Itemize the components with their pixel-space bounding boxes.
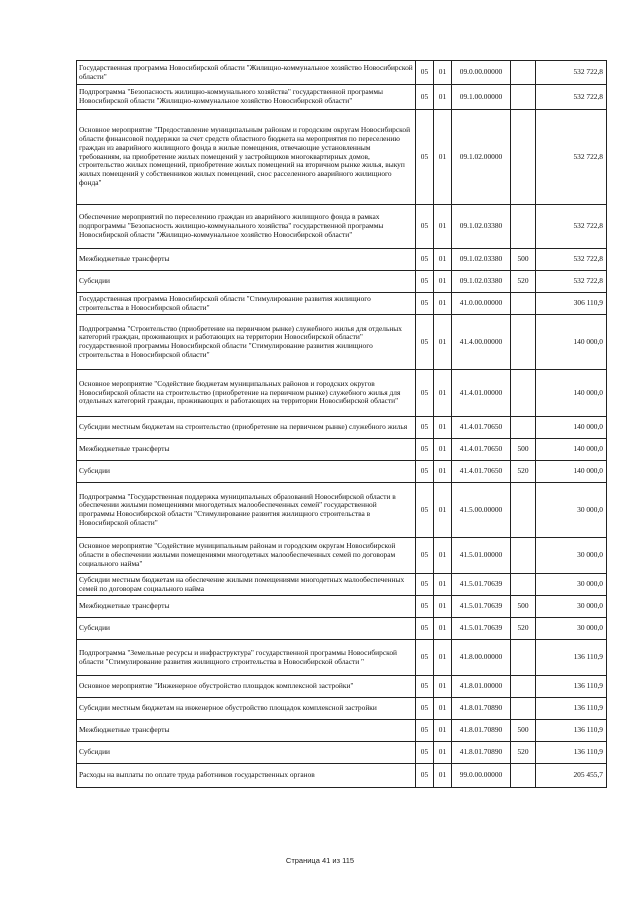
row-name: Подпрограмма "Государственная поддержка муниципальных образований Новосибирской области в обеспечении жилыми помещениями многодетных малообеспеченных семей" государственной программы Новосибирской области "Стимулирование развития жилищного строительства в Новосибирской области" [77, 483, 416, 538]
row-subsection-code: 01 [434, 271, 452, 293]
row-name: Подпрограмма "Строительство (приобретение на первичном рынке) служебного жилья для отдельных категорий граждан, проживающих и работающих на территории Новосибирской области" государственной программы Новосибирской области "Стимулирование развития жилищного строительства в Новосибирской области" [77, 315, 416, 370]
row-section-code: 05 [416, 249, 434, 271]
table-row [77, 618, 607, 640]
row-target-code: 41.5.01.70639 [452, 574, 511, 596]
row-subsection-code: 01 [434, 483, 452, 538]
row-expense-type-code [511, 417, 536, 439]
row-expense-type-code: 520 [511, 742, 536, 764]
row-name: Государственная программа Новосибирской области "Жилищно-коммунальное хозяйство Новосибирской области" [77, 61, 416, 85]
row-section-code: 05 [416, 85, 434, 110]
row-section-code: 05 [416, 205, 434, 249]
page-number: Страница 41 из 115 [285, 856, 355, 865]
row-amount: 136 110,9 [536, 640, 607, 676]
table-row [77, 742, 607, 764]
row-target-code: 41.4.01.70650 [452, 461, 511, 483]
row-subsection-code: 01 [434, 596, 452, 618]
row-target-code: 41.4.01.70650 [452, 439, 511, 461]
row-section-code: 05 [416, 676, 434, 698]
row-name: Подпрограмма "Безопасность жилищно-коммунального хозяйства" государственной программы Новосибирской области "Жилищно-коммунальное хозяйство Новосибирской области" [77, 85, 416, 110]
table-row [77, 205, 607, 249]
table-row [77, 640, 607, 676]
row-target-code: 09.1.02.03380 [452, 249, 511, 271]
row-subsection-code: 01 [434, 417, 452, 439]
row-amount: 136 110,9 [536, 698, 607, 720]
row-amount: 140 000,0 [536, 461, 607, 483]
row-amount: 532 722,8 [536, 271, 607, 293]
row-target-code: 41.0.00.00000 [452, 293, 511, 315]
row-expense-type-code [511, 315, 536, 370]
row-amount: 136 110,9 [536, 720, 607, 742]
row-subsection-code: 01 [434, 249, 452, 271]
row-section-code: 05 [416, 764, 434, 788]
table-row [77, 439, 607, 461]
row-name: Межбюджетные трансферты [77, 249, 416, 271]
table-row [77, 676, 607, 698]
row-target-code: 41.8.01.70890 [452, 720, 511, 742]
row-subsection-code: 01 [434, 370, 452, 417]
row-name: Основное мероприятие "Инженерное обустройство площадок комплексной застройки" [77, 676, 416, 698]
row-subsection-code: 01 [434, 574, 452, 596]
row-section-code: 05 [416, 742, 434, 764]
row-expense-type-code: 520 [511, 461, 536, 483]
row-amount: 306 110,9 [536, 293, 607, 315]
row-target-code: 09.0.00.00000 [452, 61, 511, 85]
row-subsection-code: 01 [434, 720, 452, 742]
row-subsection-code: 01 [434, 293, 452, 315]
row-name: Субсидии местным бюджетам на строительство (приобретение на первичном рынке) служебного жилья [77, 417, 416, 439]
row-section-code: 05 [416, 596, 434, 618]
row-section-code: 05 [416, 370, 434, 417]
row-expense-type-code: 500 [511, 439, 536, 461]
row-section-code: 05 [416, 61, 434, 85]
row-subsection-code: 01 [434, 618, 452, 640]
row-section-code: 05 [416, 640, 434, 676]
row-amount: 30 000,0 [536, 538, 607, 574]
row-target-code: 41.8.01.70890 [452, 742, 511, 764]
table-row [77, 315, 607, 370]
row-subsection-code: 01 [434, 676, 452, 698]
row-subsection-code: 01 [434, 461, 452, 483]
row-section-code: 05 [416, 271, 434, 293]
row-expense-type-code: 500 [511, 720, 536, 742]
row-expense-type-code [511, 574, 536, 596]
table-row [77, 720, 607, 742]
table-row [77, 293, 607, 315]
table-row [77, 574, 607, 596]
row-name: Межбюджетные трансферты [77, 596, 416, 618]
row-expense-type-code [511, 640, 536, 676]
row-expense-type-code [511, 676, 536, 698]
row-subsection-code: 01 [434, 698, 452, 720]
table-row [77, 61, 607, 85]
row-target-code: 09.1.00.00000 [452, 85, 511, 110]
row-section-code: 05 [416, 483, 434, 538]
table-row [77, 110, 607, 205]
row-expense-type-code [511, 61, 536, 85]
row-subsection-code: 01 [434, 640, 452, 676]
row-section-code: 05 [416, 698, 434, 720]
row-subsection-code: 01 [434, 742, 452, 764]
row-name: Основное мероприятие "Содействие муниципальным районам и городским округам Новосибирской области в обеспечении жилыми помещениями многодетных малообеспеченных семей по договорам социального найма" [77, 538, 416, 574]
row-section-code: 05 [416, 461, 434, 483]
row-target-code: 41.8.01.70890 [452, 698, 511, 720]
row-target-code: 41.8.00.00000 [452, 640, 511, 676]
row-amount: 140 000,0 [536, 417, 607, 439]
budget-table [76, 60, 607, 788]
row-expense-type-code [511, 764, 536, 788]
row-section-code: 05 [416, 110, 434, 205]
row-name: Государственная программа Новосибирской области "Стимулирование развития жилищного строительства в Новосибирской области" [77, 293, 416, 315]
table-row [77, 370, 607, 417]
row-expense-type-code [511, 85, 536, 110]
row-expense-type-code [511, 370, 536, 417]
row-name: Основное мероприятие "Предоставление муниципальным районам и городским округам Новосибирской области финансовой поддержки за счет средств областного бюджета на мероприятия по переселению граждан из аварийного жилищного фонда в жилые помещения, отвечающие установленным требованиям, на приобретение жилых помещений у застройщиков многоквартирных домов, строительство жилых помещений, приобретение жилых помещений на вторичном рынке жилья, выкуп жилых помещений у собственников жилых помещений, снос расселенного аварийного жилищного фонда" [77, 110, 416, 205]
row-target-code: 09.1.02.03380 [452, 205, 511, 249]
row-expense-type-code: 520 [511, 271, 536, 293]
row-subsection-code: 01 [434, 110, 452, 205]
row-name: Субсидии [77, 271, 416, 293]
row-target-code: 41.8.01.00000 [452, 676, 511, 698]
table-row [77, 483, 607, 538]
row-target-code: 41.4.01.70650 [452, 417, 511, 439]
row-target-code: 09.1.02.00000 [452, 110, 511, 205]
row-name: Субсидии [77, 618, 416, 640]
row-amount: 205 455,7 [536, 764, 607, 788]
row-name: Субсидии [77, 461, 416, 483]
row-amount: 532 722,8 [536, 205, 607, 249]
row-amount: 30 000,0 [536, 483, 607, 538]
row-section-code: 05 [416, 720, 434, 742]
table-row [77, 538, 607, 574]
row-subsection-code: 01 [434, 315, 452, 370]
row-expense-type-code [511, 293, 536, 315]
row-name: Основное мероприятие "Содействие бюджетам муниципальных районов и городских округов Новосибирской области на строительство (приобретение на первичном рынке) служебного жилья для отдельных категорий граждан, проживающих и работающих на территории Новосибирской области" [77, 370, 416, 417]
table-row [77, 271, 607, 293]
table-row [77, 764, 607, 788]
row-expense-type-code [511, 698, 536, 720]
row-section-code: 05 [416, 293, 434, 315]
row-expense-type-code [511, 110, 536, 205]
row-amount: 140 000,0 [536, 439, 607, 461]
table-body [77, 61, 607, 788]
row-amount: 140 000,0 [536, 315, 607, 370]
row-target-code: 41.5.00.00000 [452, 483, 511, 538]
table-row [77, 85, 607, 110]
row-amount: 532 722,8 [536, 61, 607, 85]
row-section-code: 05 [416, 538, 434, 574]
row-subsection-code: 01 [434, 439, 452, 461]
row-name: Подпрограмма "Земельные ресурсы и инфраструктура" государственной программы Новосибирской области "Стимулирование развития жилищного строительства в Новосибирской области " [77, 640, 416, 676]
row-expense-type-code [511, 205, 536, 249]
row-subsection-code: 01 [434, 764, 452, 788]
row-name: Межбюджетные трансферты [77, 439, 416, 461]
row-section-code: 05 [416, 439, 434, 461]
row-subsection-code: 01 [434, 85, 452, 110]
row-target-code: 99.0.00.00000 [452, 764, 511, 788]
row-target-code: 41.4.00.00000 [452, 315, 511, 370]
row-amount: 532 722,8 [536, 249, 607, 271]
row-amount: 30 000,0 [536, 618, 607, 640]
row-name: Обеспечение мероприятий по переселению граждан из аварийного жилищного фонда в рамках подпрограммы "Безопасность жилищно-коммунального хозяйства" государственной программы Новосибирской области "Жилищно-коммунальное хозяйство Новосибирской области" [77, 205, 416, 249]
row-target-code: 41.5.01.00000 [452, 538, 511, 574]
row-target-code: 41.4.01.00000 [452, 370, 511, 417]
row-section-code: 05 [416, 618, 434, 640]
table-row [77, 417, 607, 439]
row-name: Субсидии [77, 742, 416, 764]
row-section-code: 05 [416, 417, 434, 439]
row-section-code: 05 [416, 574, 434, 596]
row-expense-type-code [511, 483, 536, 538]
table-row [77, 461, 607, 483]
row-subsection-code: 01 [434, 61, 452, 85]
row-name: Субсидии местным бюджетам на обеспечение жилыми помещениями многодетных малообеспеченных семей по договорам социального найма [77, 574, 416, 596]
row-amount: 30 000,0 [536, 596, 607, 618]
row-amount: 136 110,9 [536, 676, 607, 698]
row-target-code: 41.5.01.70639 [452, 596, 511, 618]
row-name: Субсидии местным бюджетам на инженерное обустройство площадок комплексной застройки [77, 698, 416, 720]
row-amount: 30 000,0 [536, 574, 607, 596]
row-expense-type-code: 520 [511, 618, 536, 640]
table-row [77, 596, 607, 618]
table-row [77, 249, 607, 271]
row-name: Межбюджетные трансферты [77, 720, 416, 742]
row-amount: 136 110,9 [536, 742, 607, 764]
row-amount: 140 000,0 [536, 370, 607, 417]
table-row [77, 698, 607, 720]
row-expense-type-code: 500 [511, 249, 536, 271]
row-expense-type-code [511, 538, 536, 574]
row-subsection-code: 01 [434, 205, 452, 249]
row-expense-type-code: 500 [511, 596, 536, 618]
row-amount: 532 722,8 [536, 85, 607, 110]
row-target-code: 09.1.02.03380 [452, 271, 511, 293]
row-target-code: 41.5.01.70639 [452, 618, 511, 640]
row-amount: 532 722,8 [536, 110, 607, 205]
row-subsection-code: 01 [434, 538, 452, 574]
row-name: Расходы на выплаты по оплате труда работников государственных органов [77, 764, 416, 788]
row-section-code: 05 [416, 315, 434, 370]
